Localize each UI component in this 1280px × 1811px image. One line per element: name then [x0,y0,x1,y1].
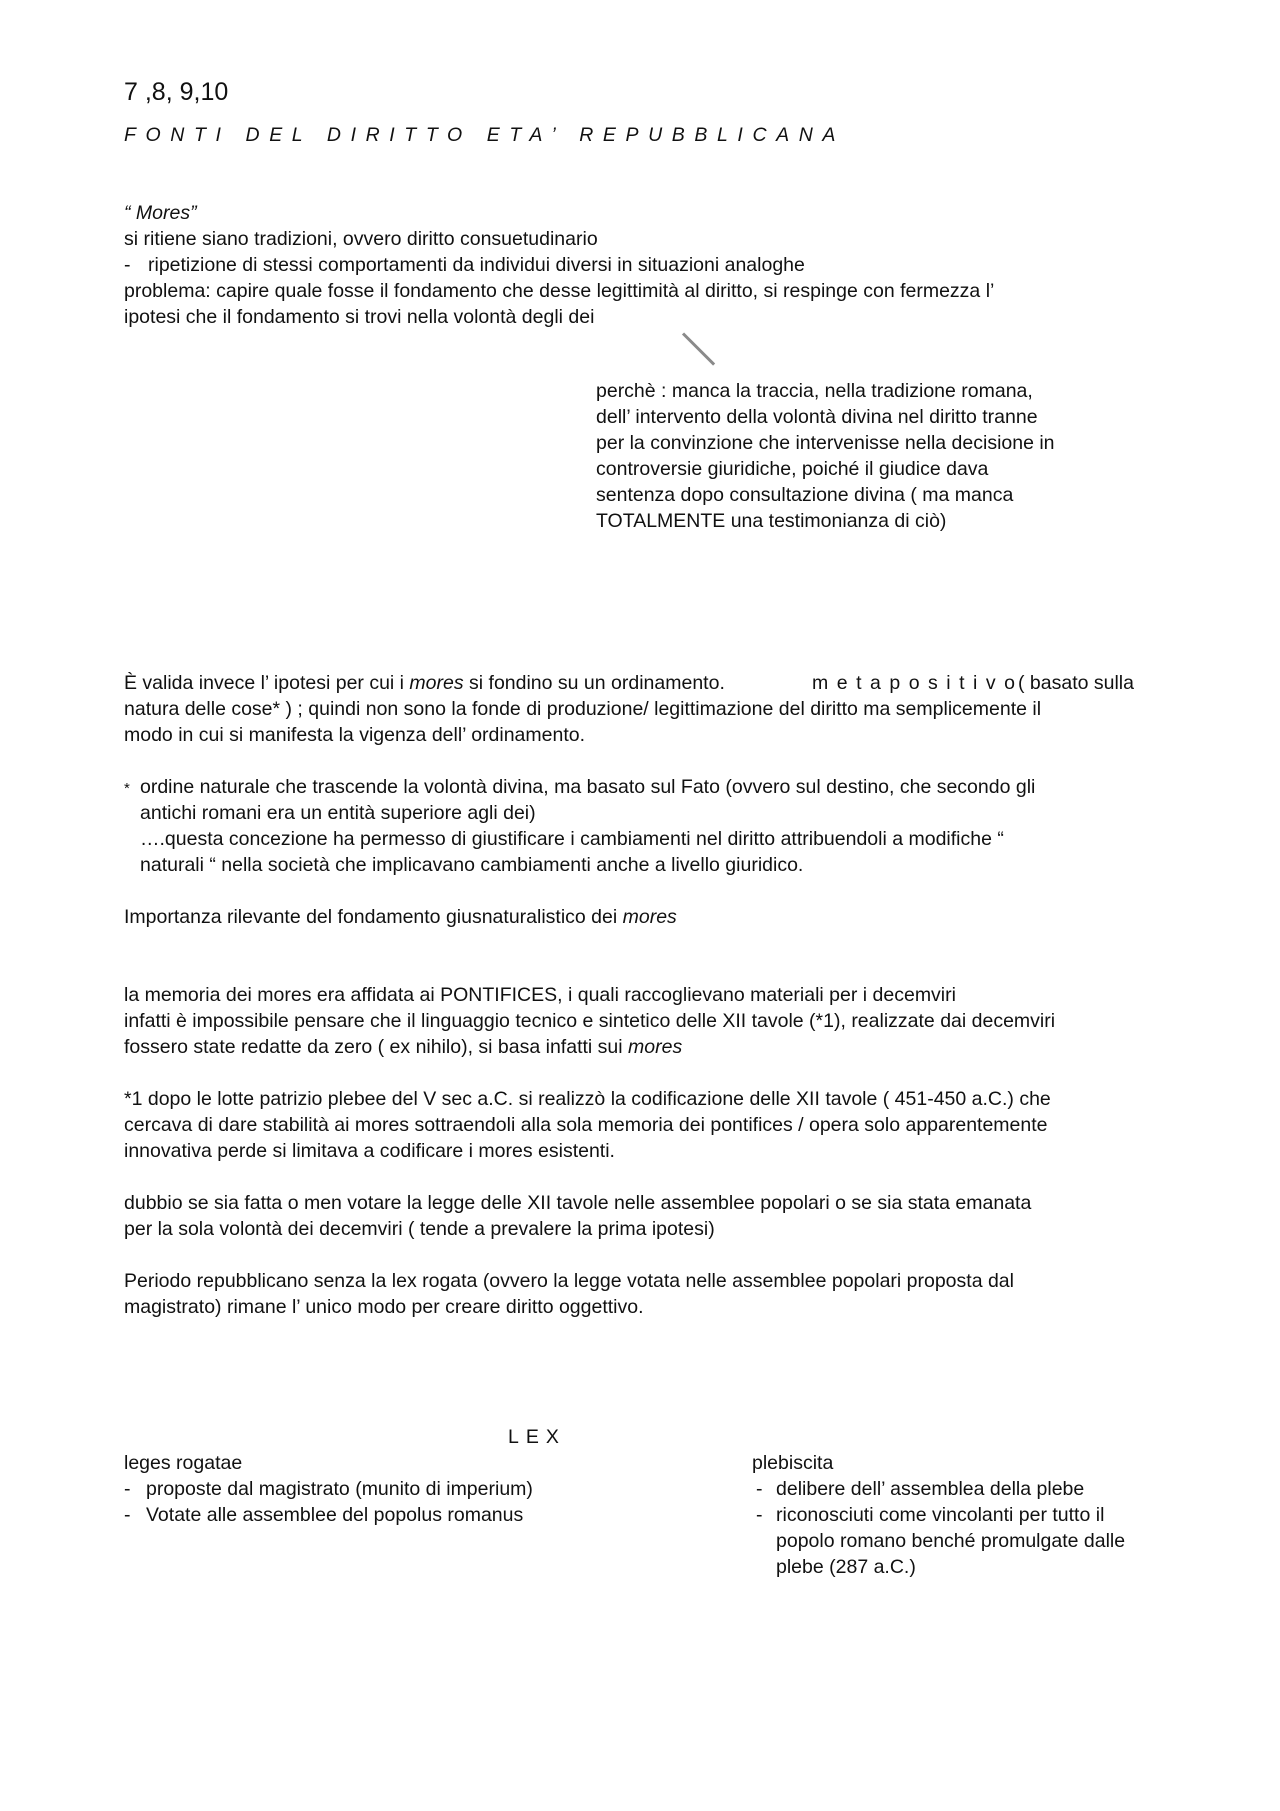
page-numbers: 7 ,8, 9,10 [124,78,229,106]
importanza-line [124,904,677,930]
plebiscita-dash-2: - [756,1504,763,1526]
perche-line-4: controversie giuridiche, poiché il giudice dava [596,458,989,480]
star-mark: * [124,780,130,797]
plebiscita-dash-1: - [756,1478,763,1500]
plebiscita-item-1: delibere dell’ assemblea della plebe [776,1478,1085,1500]
periodo-line-2: magistrato) rimane l’ unico modo per creare diritto oggettivo. [124,1296,644,1318]
arrow-mark [682,332,715,365]
mores-line-1: si ritiene siano tradizioni, ovvero diritto consuetudinario [124,228,598,250]
leges-rogatae-heading: leges rogatae [124,1452,243,1474]
star-note-line-2: antichi romani era un entità superiore agli dei) [140,802,536,824]
perche-line-2: dell’ intervento della volontà divina nel diritto tranne [596,406,1038,428]
dubbio-line-1: dubbio se sia fatta o men votare la legge delle XII tavole nelle assemblee popolari o se sia stata emanata [124,1192,1032,1214]
memoria-text: fossero state redatte da zero ( ex nihilo), si basa infatti sui [124,1036,629,1058]
perche-line-6: TOTALMENTE una testimonianza di ciò) [596,510,947,532]
star-note-line-4: naturali “ nella società che implicavano cambiamenti anche a livello giuridico. [140,854,804,876]
leges-item-2: Votate alle assemblee del popolus romanus [146,1504,524,1526]
importanza-mores: mores [622,906,677,928]
mores-bullet: - [124,254,131,276]
plebiscita-item-2-cont-1: popolo romano benché promulgate dalle [776,1530,1126,1552]
mores-line-4: ipotesi che il fondamento si trovi nella volontà degli dei [124,306,595,328]
perche-line-1: perchè : manca la traccia, nella tradizione romana, [596,380,1033,402]
memoria-line-2: infatti è impossibile pensare che il linguaggio tecnico e sintetico delle XII tavole (*1), realizzate dai decemviri [124,1010,1056,1032]
memoria-mores: mores [628,1036,683,1058]
perche-line-3: per la convinzione che intervenisse nella decisione in [596,432,1055,454]
nota1-line-2: cercava di dare stabilità ai mores sottraendoli alla sola memoria dei pontifices / opera solo apparentemente [124,1114,1048,1136]
valida-text-c: si fondino su un ordinamento. [463,672,725,694]
nota1-line-1: *1 dopo le lotte patrizio plebee del V sec a.C. si realizzò la codificazione delle XII tavole ( 451-450 a.C.) che [124,1088,1051,1110]
periodo-line-1: Periodo repubblicano senza la lex rogata (ovvero la legge votata nelle assemblee popolari proposta dal [124,1270,1014,1292]
page-title: FONTI DEL DIRITTO ETA’ REPUBBLICANA [124,124,846,146]
leges-dash-2: - [124,1504,131,1526]
star-note-line-1: ordine naturale che trascende la volontà divina, ma basato sul Fato (ovvero sul destino, che secondo gli [140,776,1036,798]
valida-text-e: ( basato sulla [1018,672,1134,694]
valida-line-2: natura delle cose* ) ; quindi non sono la fonde di produzione/ legittimazione del diritto ma semplicemente il [124,698,1042,720]
importanza-text: Importanza rilevante del fondamento giusnaturalistico dei [124,906,623,928]
valida-mores: mores [409,672,464,694]
memoria-line-3 [124,1034,682,1060]
dubbio-line-2: per la sola volontà dei decemviri ( tende a prevalere la prima ipotesi) [124,1218,715,1240]
metapositivo: metapositivo [812,672,1024,694]
mores-line-2: ripetizione di stessi comportamenti da individui diversi in situazioni analoghe [148,254,805,276]
valida-line-3: modo in cui si manifesta la vigenza dell’ ordinamento. [124,724,586,746]
valida-text-a: È valida invece l’ ipotesi per cui i [124,672,410,694]
mores-label: “ Mores” [124,202,197,224]
plebiscita-heading: plebiscita [752,1452,834,1474]
memoria-line-1: la memoria dei mores era affidata ai PONTIFICES, i quali raccoglievano materiali per i decemviri [124,984,956,1006]
star-note-line-3: ….questa concezione ha permesso di giustificare i cambiamenti nel diritto attribuendoli a modifiche “ [140,828,1004,850]
leges-dash-1: - [124,1478,131,1500]
perche-line-5: sentenza dopo consultazione divina ( ma manca [596,484,1014,506]
nota1-line-3: innovativa perde si limitava a codificare i mores esistenti. [124,1140,615,1162]
plebiscita-item-2: riconosciuti come vincolanti per tutto il [776,1504,1105,1526]
lex-title: LEX [508,1426,566,1448]
plebiscita-item-2-cont-2: plebe (287 a.C.) [776,1556,916,1578]
valida-line-1 [124,670,725,696]
mores-line-3: problema: capire quale fosse il fondamento che desse legittimità al diritto, si respinge con fermezza l’ [124,280,995,302]
leges-item-1: proposte dal magistrato (munito di imperium) [146,1478,533,1500]
